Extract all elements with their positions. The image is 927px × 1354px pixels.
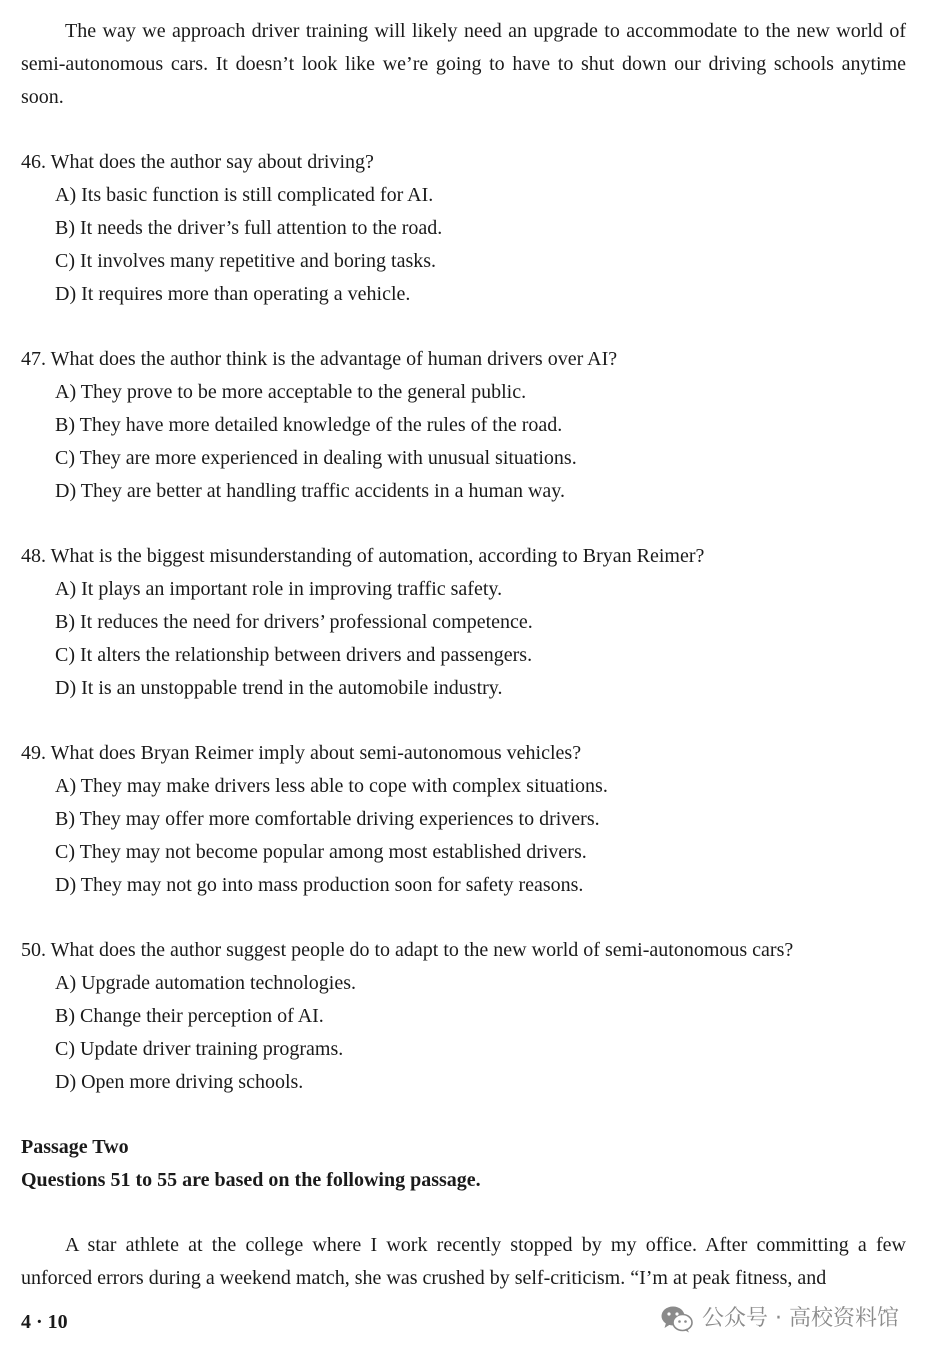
option-c: C) It alters the relationship between drivers and passengers. — [55, 644, 533, 666]
option-c: C) It involves many repetitive and boring tasks. — [55, 250, 437, 272]
passage-instruction: Questions 51 to 55 are based on the following passage. — [21, 1169, 481, 1191]
question-49 — [21, 737, 911, 902]
question-stem: 49. What does Bryan Reimer imply about semi-autonomous vehicles? — [21, 742, 582, 764]
option-b: B) They have more detailed knowledge of the rules of the road. — [55, 414, 563, 436]
option-a: A) It plays an important role in improving traffic safety. — [55, 578, 503, 600]
option-d: D) Open more driving schools. — [55, 1071, 304, 1093]
passage-heading: Passage Two — [21, 1136, 129, 1158]
option-a: A) Its basic function is still complicated for AI. — [55, 184, 434, 206]
question-stem: 47. What does the author think is the advantage of human drivers over AI? — [21, 348, 618, 370]
question-46 — [21, 146, 911, 311]
option-a: A) They prove to be more acceptable to the general public. — [55, 381, 527, 403]
passage-paragraph — [21, 1229, 906, 1295]
intro-paragraph-text: The way we approach driver training will likely need an upgrade to accommodate to the new world of semi-autonomous cars. It doesn’t look like we’re going to have to shut down our driving schools anytime soon. — [21, 20, 906, 108]
option-a: A) They may make drivers less able to cope with complex situations. — [55, 775, 608, 797]
option-b: B) They may offer more comfortable driving experiences to drivers. — [55, 808, 600, 830]
option-d: D) It requires more than operating a vehicle. — [55, 283, 411, 305]
page-number: 4 · 10 — [21, 1311, 68, 1333]
option-a: A) Upgrade automation technologies. — [55, 972, 357, 994]
question-48 — [21, 540, 911, 705]
wechat-icon — [660, 1304, 694, 1334]
question-47 — [21, 343, 911, 508]
passage-paragraph-text: A star athlete at the college where I work recently stopped by my office. After committing a few unforced errors during a weekend match, she was crushed by self-criticism. “I’m at peak fitness, and — [21, 1234, 906, 1289]
question-50 — [21, 934, 911, 1099]
option-b: B) It reduces the need for drivers’ professional competence. — [55, 611, 533, 633]
option-c: C) Update driver training programs. — [55, 1038, 344, 1060]
option-b: B) It needs the driver’s full attention to the road. — [55, 217, 443, 239]
question-stem: 48. What is the biggest misunderstanding of automation, according to Bryan Reimer? — [21, 545, 705, 567]
question-stem: 46. What does the author say about driving? — [21, 151, 374, 173]
watermark-text: 公众号 · 高校资料馆 — [702, 1306, 899, 1331]
option-d: D) It is an unstoppable trend in the automobile industry. — [55, 677, 503, 699]
option-b: B) Change their perception of AI. — [55, 1005, 324, 1027]
option-c: C) They may not become popular among most established drivers. — [55, 841, 587, 863]
watermark — [660, 1301, 899, 1337]
option-c: C) They are more experienced in dealing with unusual situations. — [55, 447, 577, 469]
intro-paragraph — [21, 15, 906, 114]
option-d: D) They may not go into mass production soon for safety reasons. — [55, 874, 584, 896]
question-stem: 50. What does the author suggest people do to adapt to the new world of semi-autonomous cars? — [21, 939, 794, 961]
option-d: D) They are better at handling traffic accidents in a human way. — [55, 480, 565, 502]
